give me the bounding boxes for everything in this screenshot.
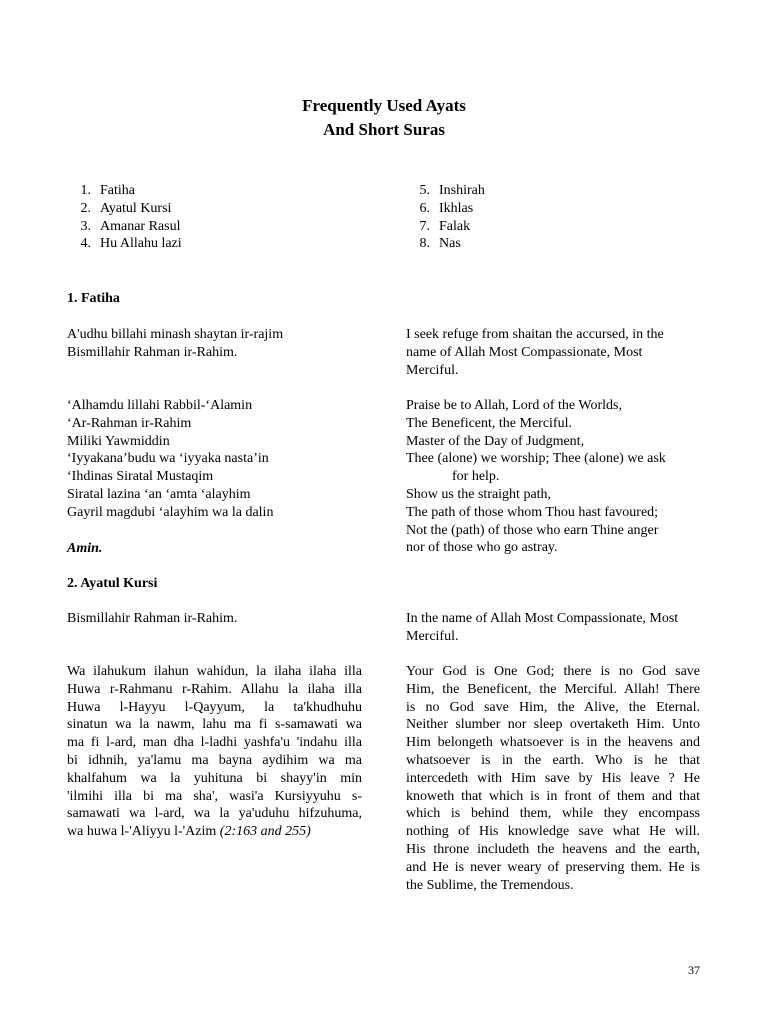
toc-item: 5. Inshirah bbox=[419, 183, 485, 198]
toc-item: 7. Falak bbox=[419, 218, 471, 234]
title-line-1: Frequently Used Ayats bbox=[302, 96, 466, 115]
toc-item: 1. Fatiha bbox=[80, 183, 135, 198]
kursi-intro-translation: In the name of Allah Most Compassionate, Most Merciful. bbox=[406, 611, 679, 644]
toc-item: 3. Amanar Rasul bbox=[80, 218, 181, 234]
toc-item: 8. Nas bbox=[419, 236, 461, 252]
fatiha-intro-transliteration: A'udhu billahi minash shaytan ir-rajim Bismillahir Rahman ir-Rahim. bbox=[67, 327, 284, 360]
toc-list-right bbox=[406, 182, 485, 253]
title-line-2: And Short Suras bbox=[323, 120, 445, 139]
toc-list-left bbox=[67, 182, 367, 253]
amin-text: Amin. bbox=[67, 541, 103, 556]
section-heading-fatiha: 1. Fatiha bbox=[67, 291, 120, 306]
fatiha-intro-translation: I seek refuge from shaitan the accursed, in the name of Allah Most Compassionate, Most Merciful. bbox=[406, 327, 664, 378]
page-number: 37 bbox=[688, 963, 700, 977]
kursi-body-translation: Your God is One God; there is no God save Him, the Beneficent, the Merciful. Allah! There is no God save Him, the Alive, the Eternal. Neither slumber nor sleep overtaketh Him. Unto Him belongeth whatsoever is in the heavens and whatsoever is in the earth. Who is he that intercedeth with Him save by His leave ? He knoweth that which is in front of them and that which is behind them, while they encompass nothing of His knowledge save what He will. His throne includeth the heavens and the earth, and He is never weary of preserving them. He is the Sublime, the Tremendous. bbox=[406, 664, 700, 893]
toc-item: 2. Ayatul Kursi bbox=[80, 200, 172, 216]
kursi-intro-transliteration: Bismillahir Rahman ir-Rahim. bbox=[67, 611, 238, 626]
fatiha-verses-translation: Praise be to Allah, Lord of the Worlds, The Beneficent, the Merciful. Master of the Day of Judgment, Thee (alone) we worship; Thee (alone) we ask for help. Show us the straight path, The path of those whom Thou hast favoured; Not the (path) of those who earn Thine anger nor of those who go astray. bbox=[406, 398, 666, 556]
toc-item: 4. Hu Allahu lazi bbox=[80, 236, 182, 252]
page-title bbox=[0, 94, 768, 142]
verse-reference: (2:163 and 255) bbox=[219, 824, 311, 840]
fatiha-verses-transliteration: ‘Alhamdu lillahi Rabbil-‘Alamin ‘Ar-Rahman ir-Rahim Miliki Yawmiddin ‘Iyyakana’budu wa ‘iyyaka nasta’in ‘Ihdinas Siratal Mustaqim Siratal lazina ‘an ‘amta ‘alayhim Gayril magdubi ‘alayhim wa la dalin bbox=[67, 398, 274, 520]
section-heading-ayatul-kursi: 2. Ayatul Kursi bbox=[67, 576, 158, 591]
kursi-body-transliteration: Wa ilahukum ilahun wahidun, la ilaha ilaha illa Huwa r-Rahmanu r-Rahim. Allahu la ilaha illa Huwa l-Hayyu l-Qayyum, la ta'khudhuhu sinatun wa la nawm, lahu ma fi s-samawati wa ma fi l-ard, man dha l-ladhi yashfa'u 'indahu illa bi idhnih, ya'lamu ma bayna aydihim wa ma khalfahum wa la yuhituna bi shayy'in min 'ilmihi illa bi ma sha', wasi'a Kursiyyuhu s- samawati wa l-ard, wa la ya'uduhu hifzuhuma, wa huwa l-'Aliyyu l-'Azim (2:163 and 255) bbox=[67, 664, 362, 840]
toc-item: 6. Ikhlas bbox=[419, 200, 474, 216]
